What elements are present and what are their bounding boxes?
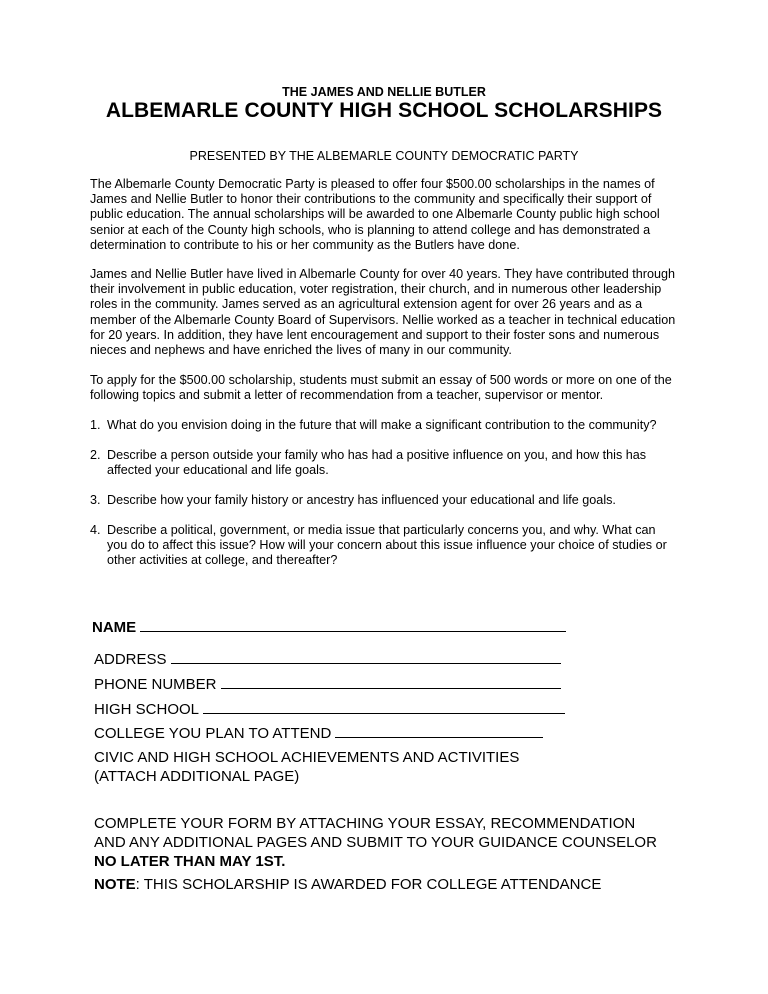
- address-label: ADDRESS: [94, 651, 167, 668]
- civic-label: CIVIC AND HIGH SCHOOL ACHIEVEMENTS AND ACTIVITIES: [94, 749, 520, 766]
- high-school-label: HIGH SCHOOL: [94, 701, 200, 718]
- topic-line: affected your educational and life goals.: [107, 463, 329, 478]
- header-kicker: THE JAMES AND NELLIE BUTLER: [282, 85, 486, 99]
- topic-item: [90, 523, 667, 569]
- college-label: COLLEGE YOU PLAN TO ATTEND: [94, 725, 332, 742]
- apply-line: To apply for the $500.00 scholarship, students must submit an essay of 500 words or more on one of the: [90, 373, 672, 387]
- bio-paragraph: [90, 267, 690, 358]
- intro-line: James and Nellie Butler to honor their contributions to the community and specifically their support of: [90, 192, 652, 207]
- address-field[interactable]: [94, 649, 561, 668]
- topic-line: What do you envision doing in the future that will make a significant contribution to the community?: [107, 418, 657, 432]
- bio-line: nieces and nephews and have enriched the lives of many in our community.: [90, 343, 512, 358]
- intro-line: The Albemarle County Democratic Party is pleased to offer four $500.00 scholarships in the names of: [90, 177, 655, 191]
- topic-item: [90, 448, 646, 478]
- name-field[interactable]: [92, 617, 566, 636]
- topic-line: Describe a person outside your family who has had a positive influence on you, and how this has: [107, 448, 647, 462]
- name-input-line[interactable]: [140, 617, 566, 632]
- college-field[interactable]: [94, 723, 543, 742]
- closing-instructions: [94, 814, 657, 871]
- page-title: ALBEMARLE COUNTY HIGH SCHOOL SCHOLARSHIPS: [105, 99, 663, 122]
- bio-line: James and Nellie Butler have lived in Albemarle County for over 40 years. They have contributed through: [90, 267, 676, 281]
- bio-line: for 20 years. In addition, they have lent encouragement and support to their foster sons and numerous: [90, 327, 660, 342]
- address-input-line[interactable]: [171, 649, 561, 664]
- apply-paragraph: [90, 373, 690, 403]
- topic-number: 1.: [90, 418, 101, 432]
- intro-paragraph: [90, 177, 690, 253]
- topic-number: 2.: [90, 448, 101, 462]
- college-input-line[interactable]: [335, 723, 543, 738]
- intro-line: public education. The annual scholarships will be awarded to one Albemarle County public high school: [90, 207, 660, 222]
- phone-input-line[interactable]: [221, 674, 561, 689]
- topic-line: you do to affect this issue? How will your concern about this issue influence your choice of studies or: [107, 538, 667, 553]
- civic-field: [94, 748, 519, 786]
- presented-by: PRESENTED BY THE ALBEMARLE COUNTY DEMOCRATIC PARTY: [189, 149, 579, 163]
- civic-sublabel: (ATTACH ADDITIONAL PAGE): [94, 768, 300, 785]
- topic-line: Describe how your family history or ancestry has influenced your educational and life goals.: [107, 493, 616, 507]
- high-school-field[interactable]: [94, 699, 565, 718]
- topic-item: [90, 493, 616, 508]
- bio-line: their involvement in public education, voter registration, their church, and in numerous other leadership: [90, 282, 662, 297]
- topic-item: [90, 418, 657, 433]
- note-text: : THIS SCHOLARSHIP IS AWARDED FOR COLLEGE ATTENDANCE: [135, 876, 602, 893]
- high-school-input-line[interactable]: [203, 699, 565, 714]
- topic-line: Describe a political, government, or media issue that particularly concerns you, and why. What can: [107, 523, 656, 537]
- bio-line: member of the Albemarle County Board of Supervisors. Nellie worked as a teacher in technical education: [90, 312, 676, 327]
- note: [94, 875, 601, 894]
- phone-field[interactable]: [94, 674, 561, 693]
- closing-line: AND ANY ADDITIONAL PAGES AND SUBMIT TO YOUR GUIDANCE COUNSELOR: [94, 834, 657, 851]
- topic-line: other activities at college, and thereafter?: [107, 553, 338, 568]
- deadline-text: NO LATER THAN MAY 1ST.: [94, 853, 286, 870]
- intro-line: determination to contribute to his or her community as the Butlers have done.: [90, 237, 520, 252]
- intro-line: senior at each of the County high schools, who is planning to attend college and has demonstrated a: [90, 222, 651, 237]
- apply-line: following topics and submit a letter of recommendation from a teacher, supervisor or mentor.: [90, 388, 604, 403]
- closing-line: COMPLETE YOUR FORM BY ATTACHING YOUR ESSAY, RECOMMENDATION: [94, 815, 636, 832]
- topic-number: 4.: [90, 523, 101, 537]
- note-label: NOTE: [94, 876, 136, 893]
- name-label: NAME: [92, 619, 137, 636]
- phone-label: PHONE NUMBER: [94, 676, 217, 693]
- bio-line: roles in the community. James served as an agricultural extension agent for over 26 years and as a: [90, 297, 643, 312]
- topic-number: 3.: [90, 493, 101, 507]
